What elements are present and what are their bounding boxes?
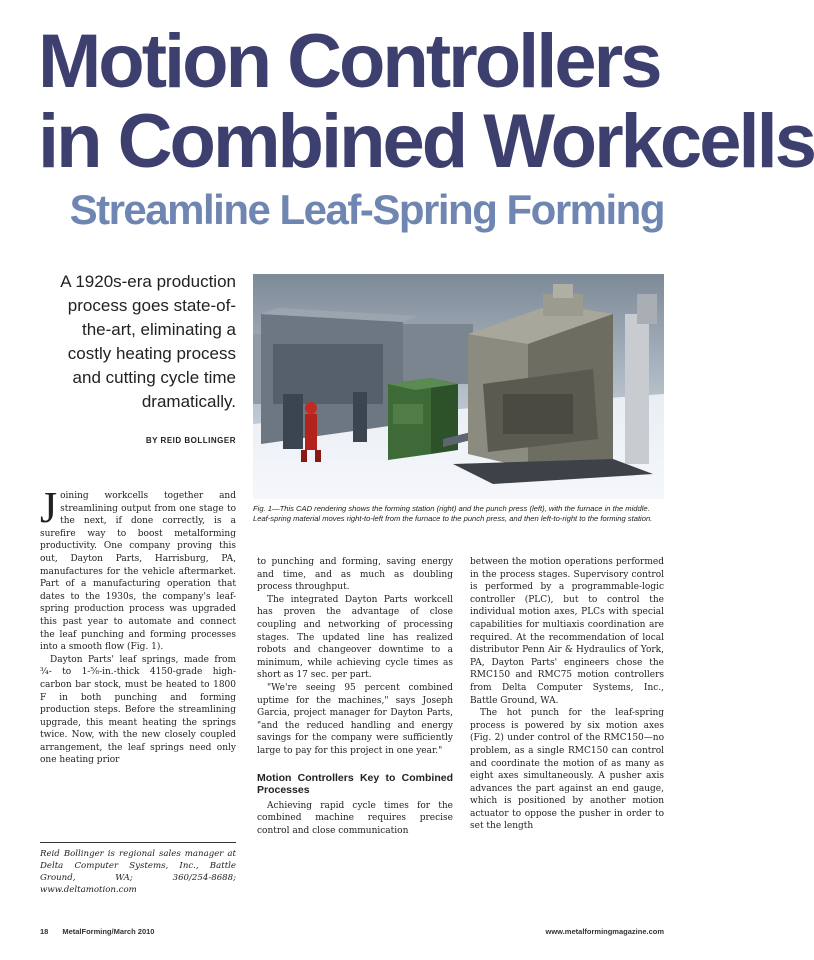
- page-footer-left: [40, 927, 154, 936]
- column-3-paragraph-2: The hot punch for the leaf-spring process is powered by six motion axes (Fig. 2) under control of the RMC150—no problem, as a single RMC150 can control and coordinate the motion of as many as eight axes simultaneously. A pusher axis advances the part against an end gauge, which is positioned by another motion actuator to oppose the pusher in order to set the length: [470, 708, 664, 832]
- author-bio: Reid Bollinger is regional sales manager at Delta Computer Systems, Inc., Battle Ground, WA; 360/254-8688; www.deltamotion.com: [40, 849, 236, 895]
- column-2-paragraph-3: "We're seeing 95 percent combined uptime for the machines," says Joseph Garcia, project manager for Dayton Parts, "and the reduced handling and energy savings for the company were sufficiently large to pay for this project in one year.": [257, 682, 453, 756]
- column-2-paragraph-4: Achieving rapid cycle times for the combined machine requires precise control and close communication: [257, 800, 453, 836]
- column-3-paragraph-1: between the motion operations performed in the process stages. Supervisory control is performed by a programmable-logic controller (PLC), but to control the individual motion axes, PLCs with special capabilities for multiaxis coordination are required. At the recommendation of local distributor Penn Air & Hydraulics of York, PA, Dayton Parts' engineers chose the RMC150 and RMC75 motion controllers from Delta Computer Systems, Inc., Battle Ground, WA.: [470, 557, 664, 706]
- column-1-paragraph-2: Dayton Parts' leaf springs, made from ¾- to 1-⅝-in.-thick 4150-grade high-carbon bar stock, must be heated to 1800 F in both punching and forming production steps. Before the streamlining upgrade, this meant heating the springs twice. Now, with the new closely coupled arrangement, the leaf springs need only one heating prior: [40, 654, 236, 766]
- magazine-url[interactable]: www.metalformingmagazine.com: [545, 927, 664, 936]
- byline: BY REID BOLLINGER: [145, 436, 236, 445]
- article-column-3: [470, 556, 664, 833]
- figure-caption: Fig. 1—This CAD rendering shows the forming station (right) and the punch press (left), with the furnace in the middle. Leaf-spring material moves right-to-left from the furnace to the punch press, and then left-to-right to the forming station.: [253, 504, 653, 523]
- headline-line-2: in Combined Workcells: [38, 99, 814, 184]
- section-subhead: Motion Controllers Key to Combined Processes: [257, 771, 453, 796]
- column-1-paragraph-1: [40, 483, 236, 654]
- workcell-illustration: [253, 274, 664, 499]
- article-deck: A 1920s-era production process goes state-of-the-art, eliminating a costly heating process and cutting cycle time dramatically.: [60, 272, 236, 411]
- headline-line-1: Motion Controllers: [38, 19, 660, 104]
- drop-cap: J: [40, 483, 58, 532]
- magazine-issue: MetalForming/March 2010: [62, 927, 155, 936]
- column-2-paragraph-1: to punching and forming, saving energy and time, and as much as doubling process throughput.: [257, 557, 453, 593]
- cad-rendering-figure: [253, 274, 664, 499]
- article-column-2: [257, 556, 453, 837]
- column-2-paragraph-2: The integrated Dayton Parts workcell has proven the advantage of close coupling and networking of processing stages. The updated line has realized robots and changeover downtime to a minimum, while achieving cycle times as short as 17 sec. per part.: [257, 594, 453, 681]
- headline-subtitle: Streamline Leaf-Spring Forming: [69, 186, 664, 233]
- bio-divider: [40, 842, 236, 843]
- column-1-paragraph-1-text: oining workcells together and streamlining output from one stage to the next, if done correctly, is a surefire way to boost metalforming productivity. One company proving this out, Dayton Parts, Harrisburg, PA, manufactures for the vehicle aftermarket. Part of a manufacturing operation that dates to the 1930s, the company's leaf-spring production process was upgraded this past year to automate and connect the leaf punching and forming processes into a smooth flow (Fig. 1).: [40, 491, 236, 653]
- article-column-1: [40, 483, 236, 767]
- page-number: 18: [40, 927, 49, 936]
